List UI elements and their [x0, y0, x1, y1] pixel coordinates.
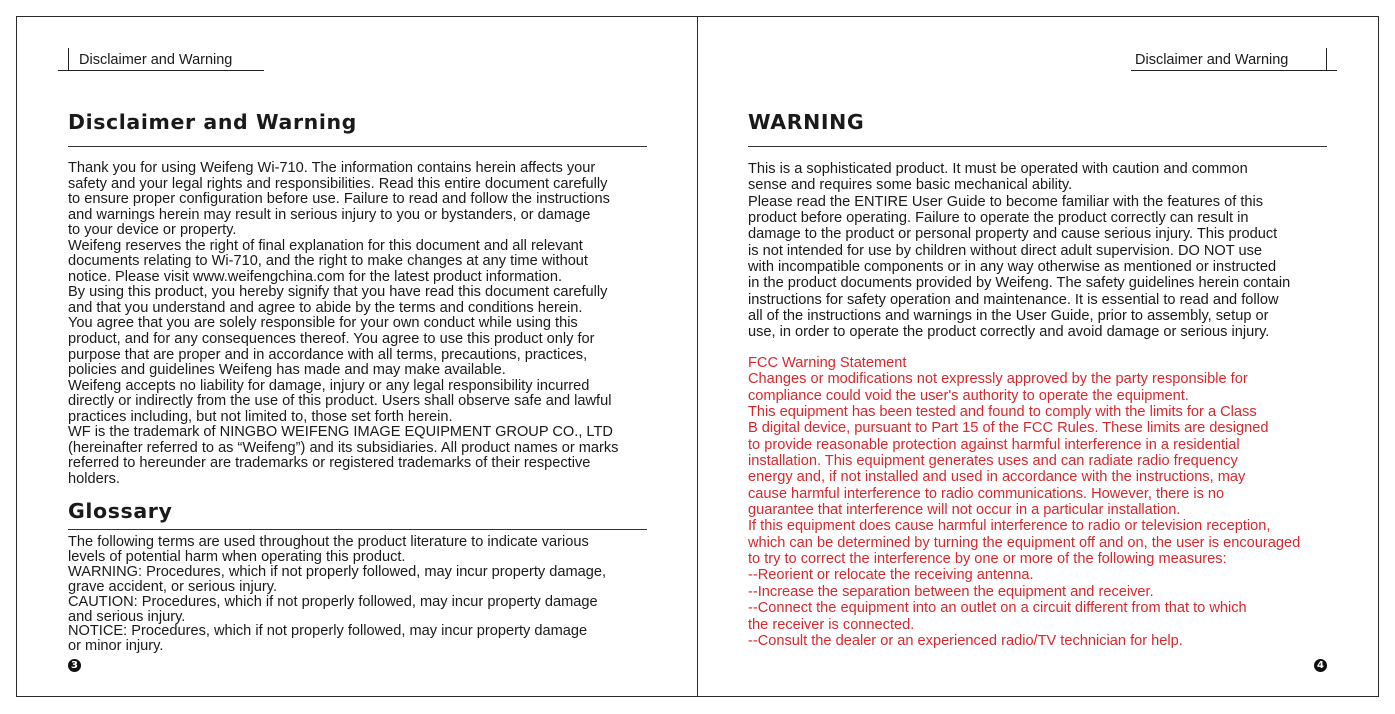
- text-line: This is a sophisticated product. It must be operated with caution and common: [748, 161, 1248, 177]
- page-divider: [697, 16, 698, 697]
- text-line: product before operating. Failure to operate the product correctly can result in: [748, 210, 1249, 227]
- text-line: Please read the ENTIRE User Guide to become familiar with the features of this: [748, 193, 1264, 210]
- fcc-text-line: Changes or modifications not expressly approved by the party responsible for: [748, 371, 1248, 388]
- text-line: safety and your legal rights and responsibilities. Read this entire document carefully: [68, 175, 608, 192]
- fcc-text-line: This equipment has been tested and found to comply with the limits for a Class: [748, 404, 1257, 421]
- fcc-text-line: --Connect the equipment into an outlet on a circuit different from that to which: [748, 600, 1247, 617]
- fcc-text-line: compliance could void the user's authority to operate the equipment.: [748, 387, 1189, 404]
- title-rule: [68, 146, 647, 147]
- fcc-text-line: which can be determined by turning the equipment off and on, the user is encouraged: [748, 534, 1301, 551]
- fcc-text-line: installation. This equipment generates uses and can radiate radio frequency: [748, 453, 1238, 470]
- text-line: or minor injury.: [68, 638, 164, 655]
- text-line: By using this product, you hereby signify that you have read this document carefully: [68, 284, 608, 301]
- header-underline: [1131, 70, 1337, 71]
- header-bar: [68, 48, 69, 70]
- text-line: holders.: [68, 470, 120, 487]
- text-line: You agree that you are solely responsible for your own conduct while using this: [68, 315, 578, 332]
- text-line: instructions for safety operation and maintenance. It is essential to read and follow: [748, 291, 1279, 308]
- text-line: NOTICE: Procedures, which if not properly followed, may incur property damage: [68, 623, 588, 640]
- glossary-rule: [68, 529, 647, 530]
- text-line: documents relating to Wi-710, and the right to make changes at any time without: [68, 253, 588, 270]
- text-line: and serious injury.: [68, 608, 186, 625]
- text-line: damage to the product or personal property and cause serious injury. This product: [748, 226, 1278, 243]
- text-line: purpose that are proper and in accordance with all terms, precautions, practices,: [68, 346, 588, 363]
- left-header-text: Disclaimer and Warning: [79, 52, 233, 68]
- title-rule: [748, 146, 1327, 147]
- text-line: (hereinafter referred to as “Weifeng”) and its subsidiaries. All product names or marks: [68, 439, 619, 456]
- text-line: practices including, but not limited to, those set forth herein.: [68, 408, 453, 425]
- text-line: and warnings herein may result in serious injury to you or bystanders, or damage: [68, 206, 591, 223]
- fcc-text-line: FCC Warning Statement: [748, 355, 907, 371]
- fcc-text-line: --Consult the dealer or an experienced radio/TV technician for help.: [748, 632, 1183, 649]
- fcc-text-line: to provide reasonable protection against harmful interference in a residential: [748, 436, 1240, 453]
- text-line: and that you understand and agree to abide by the terms and conditions herein.: [68, 299, 583, 316]
- text-line: notice. Please visit www.weifengchina.com for the latest product information.: [68, 268, 562, 285]
- left-page-number: 3: [68, 659, 81, 672]
- text-line: with incompatible components or in any way otherwise as mentioned or instructed: [748, 259, 1277, 276]
- text-line: The following terms are used throughout the product literature to indicate various: [68, 534, 589, 550]
- fcc-text-line: B digital device, pursuant to Part 15 of the FCC Rules. These limits are designed: [748, 420, 1269, 437]
- fcc-text-line: guarantee that interference will not occur in a particular installation.: [748, 502, 1181, 519]
- text-line: grave accident, or serious injury.: [68, 578, 278, 595]
- text-line: CAUTION: Procedures, which if not properly followed, may incur property damage: [68, 593, 598, 610]
- text-line: referred to hereunder are trademarks or registered trademarks of their respective: [68, 455, 591, 472]
- text-line: Weifeng reserves the right of final explanation for this document and all relevant: [68, 237, 583, 254]
- left-page-title: Disclaimer and Warning: [68, 110, 357, 134]
- text-line: levels of potential harm when operating this product.: [68, 548, 406, 565]
- fcc-text-line: If this equipment does cause harmful interference to radio or television reception,: [748, 518, 1271, 535]
- header-bar: [1326, 48, 1327, 70]
- text-line: Weifeng accepts no liability for damage, injury or any legal responsibility incurred: [68, 377, 590, 394]
- text-line: in the product documents provided by Weifeng. The safety guidelines herein contain: [748, 275, 1291, 292]
- text-line: use, in order to operate the product correctly and avoid damage or serious injury.: [748, 324, 1270, 341]
- right-header-text: Disclaimer and Warning: [1135, 52, 1289, 68]
- fcc-text-line: --Increase the separation between the equipment and receiver.: [748, 583, 1154, 600]
- fcc-statement: [748, 355, 1300, 649]
- glossary-body: [68, 535, 606, 654]
- text-line: to your device or property.: [68, 222, 237, 239]
- text-line: sense and requires some basic mechanical ability.: [748, 177, 1073, 194]
- text-line: WF is the trademark of NINGBO WEIFENG IMAGE EQUIPMENT GROUP CO., LTD: [68, 424, 613, 441]
- text-line: policies and guidelines Weifeng has made and may make available.: [68, 362, 506, 379]
- fcc-text-line: to try to correct the interference by one or more of the following measures:: [748, 551, 1227, 568]
- warning-body: [748, 161, 1290, 341]
- disclaimer-body: [68, 161, 618, 487]
- header-underline: [58, 70, 264, 71]
- glossary-title: Glossary: [68, 499, 173, 523]
- text-line: directly or indirectly from the use of this product. Users shall observe safe and lawful: [68, 393, 612, 410]
- text-line: all of the instructions and warnings in the User Guide, prior to assembly, setup or: [748, 308, 1269, 325]
- fcc-text-line: cause harmful interference to radio communications. However, there is no: [748, 485, 1225, 502]
- fcc-text-line: the receiver is connected.: [748, 616, 915, 633]
- text-line: product, and for any consequences thereof. You agree to use this product only for: [68, 331, 595, 348]
- fcc-text-line: --Reorient or relocate the receiving antenna.: [748, 567, 1034, 584]
- text-line: WARNING: Procedures, which if not properly followed, may incur property damage,: [68, 563, 607, 580]
- right-page-number: 4: [1314, 659, 1327, 672]
- fcc-text-line: energy and, if not installed and used in accordance with the instructions, may: [748, 469, 1246, 486]
- text-line: is not intended for use by children without direct adult supervision. DO NOT use: [748, 242, 1263, 259]
- text-line: to ensure proper configuration before use. Failure to read and follow the instructions: [68, 191, 610, 208]
- text-line: Thank you for using Weifeng Wi-710. The information contains herein affects your: [68, 160, 596, 176]
- right-page-title: WARNING: [748, 110, 865, 134]
